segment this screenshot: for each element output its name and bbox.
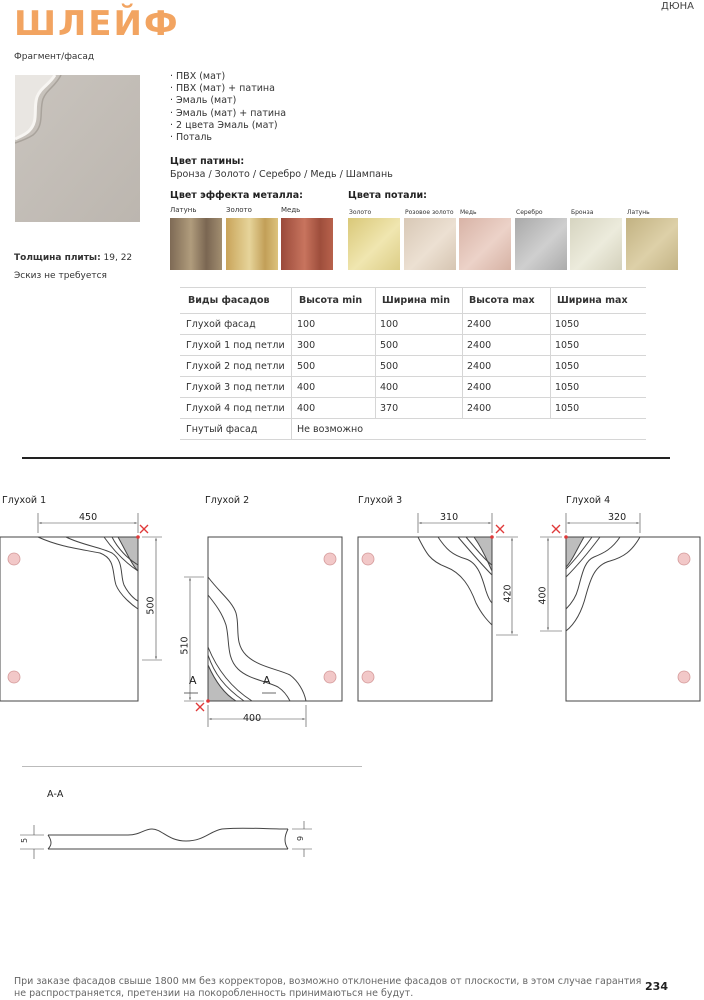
- potal-heading: Цвета потали:: [348, 190, 427, 201]
- patina-values: Бронза / Золото / Серебро / Медь / Шампань: [170, 169, 393, 180]
- section-mark: А: [263, 674, 271, 687]
- table-header-row: [180, 287, 646, 314]
- fragment-image: [15, 75, 140, 222]
- table-cell: 2400: [467, 360, 492, 372]
- table-cell: Глухой 2 под петли: [186, 360, 285, 372]
- materials-item: · Эмаль (мат): [170, 95, 237, 107]
- table-row: [180, 377, 646, 398]
- swatch-label: Золото: [226, 206, 252, 214]
- table-cell: Глухой фасад: [186, 318, 256, 330]
- dimension-height: 420: [502, 584, 514, 603]
- potal-swatch-silver: [515, 218, 567, 270]
- table-cell: 2400: [467, 339, 492, 351]
- brand-name: ДЮНА: [661, 1, 694, 12]
- diagram-label: Глухой 3: [358, 495, 403, 506]
- section-profile: [18, 815, 318, 865]
- potal-swatch-gold: [348, 218, 400, 270]
- table-cell: 400: [297, 381, 316, 393]
- table-cell: Глухой 1 под петли: [186, 339, 285, 351]
- table-header-cell: Ширина min: [382, 295, 451, 306]
- footer-note: [14, 976, 641, 999]
- table-cell: Не возможно: [297, 423, 364, 435]
- diagram-label: Глухой 4: [566, 495, 611, 506]
- page-number: 234: [645, 980, 668, 993]
- swatch-label: Латунь: [627, 209, 650, 216]
- materials-list: [170, 71, 286, 144]
- footer-line: не распространяется, претензии на покоробленность принимаються не будут.: [14, 987, 414, 999]
- dimension-width: 310: [440, 512, 459, 523]
- section-label: А-А: [47, 789, 64, 800]
- hinge-diagrams: [0, 505, 704, 740]
- diagram-label: Глухой 2: [205, 495, 250, 506]
- table-cell: 400: [380, 381, 399, 393]
- materials-item: · Эмаль (мат) + патина: [170, 107, 287, 119]
- thickness: Толщина плиты: 19, 22: [14, 253, 133, 263]
- table-row: [180, 314, 646, 335]
- swatch-label: Медь: [460, 209, 477, 216]
- metal-effect-heading: Цвет эффекта металла:: [170, 190, 303, 201]
- potal-swatch-brass: [626, 218, 678, 270]
- table-row: [180, 335, 646, 356]
- table-cell: 1050: [555, 402, 580, 414]
- materials-item: · ПВХ (мат): [170, 71, 226, 82]
- dimension-height: 500: [145, 596, 157, 615]
- table-cell: Гнутый фасад: [186, 423, 258, 435]
- table-header-cell: Высота max: [469, 295, 535, 306]
- patina-heading: Цвет патины:: [170, 156, 245, 167]
- dimension-height: 510: [179, 636, 191, 655]
- table-cell: 100: [380, 318, 399, 330]
- table-row: [180, 356, 646, 377]
- page-title: ШЛЕЙФ: [14, 4, 180, 44]
- metal-swatch-brass: [170, 218, 222, 270]
- swatch-label: Медь: [281, 206, 301, 214]
- table-cell: 400: [297, 402, 316, 414]
- potal-swatch-rose-gold: [404, 218, 456, 270]
- table-cell: 1050: [555, 381, 580, 393]
- table-cell: Глухой 3 под петли: [186, 381, 285, 393]
- dimension-width: 320: [608, 512, 627, 523]
- potal-swatch-copper: [459, 218, 511, 270]
- section-mark: А: [189, 674, 197, 687]
- table-cell: 500: [297, 360, 316, 372]
- footer-line: При заказе фасадов свыше 1800 мм без корректоров, возможно отклонение фасадов от плоскости, в этом случае гарантия: [14, 976, 642, 987]
- facade-size-table: [180, 287, 646, 440]
- materials-item: · ПВХ (мат) + патина: [170, 83, 275, 95]
- table-cell: 500: [380, 360, 399, 372]
- dimension-width: 450: [79, 512, 98, 523]
- swatch-label: Розовое золото: [405, 209, 454, 216]
- table-cell: 100: [297, 318, 316, 330]
- table-cell: Глухой 4 под петли: [186, 402, 285, 414]
- swatch-label: Золото: [349, 209, 372, 216]
- diagram-label: Глухой 1: [2, 495, 47, 506]
- table-cell: 300: [297, 339, 316, 351]
- fragment-label: Фрагмент/фасад: [14, 52, 95, 62]
- potal-swatch-bronze: [570, 218, 622, 270]
- thin-divider: [22, 766, 362, 767]
- swatch-label: Латунь: [170, 206, 197, 214]
- metal-swatch-gold: [226, 218, 278, 270]
- table-row: [180, 419, 646, 440]
- table-cell: 1050: [555, 318, 580, 330]
- table-cell: 2400: [467, 318, 492, 330]
- metal-swatch-copper: [281, 218, 333, 270]
- dimension-width: 400: [243, 713, 262, 724]
- sketch-note: Эскиз не требуется: [14, 271, 107, 281]
- table-cell: 2400: [467, 402, 492, 414]
- section-dim-left: 5: [20, 837, 30, 844]
- dimension-height: 400: [537, 586, 549, 605]
- materials-item: · Поталь: [170, 132, 213, 144]
- table-cell: 1050: [555, 339, 580, 351]
- table-cell: 2400: [467, 381, 492, 393]
- table-cell: 370: [380, 402, 399, 414]
- table-header-cell: Ширина max: [557, 295, 628, 306]
- table-header-cell: Виды фасадов: [188, 295, 270, 306]
- section-dim-right: 9: [296, 835, 306, 842]
- section-divider: [22, 457, 670, 459]
- table-header-cell: Высота min: [299, 295, 363, 306]
- swatch-label: Серебро: [516, 209, 543, 216]
- table-cell: 1050: [555, 360, 580, 372]
- table-row: [180, 398, 646, 419]
- table-cell: 500: [380, 339, 399, 351]
- swatch-label: Бронза: [571, 209, 594, 216]
- materials-item: · 2 цвета Эмаль (мат): [170, 119, 278, 131]
